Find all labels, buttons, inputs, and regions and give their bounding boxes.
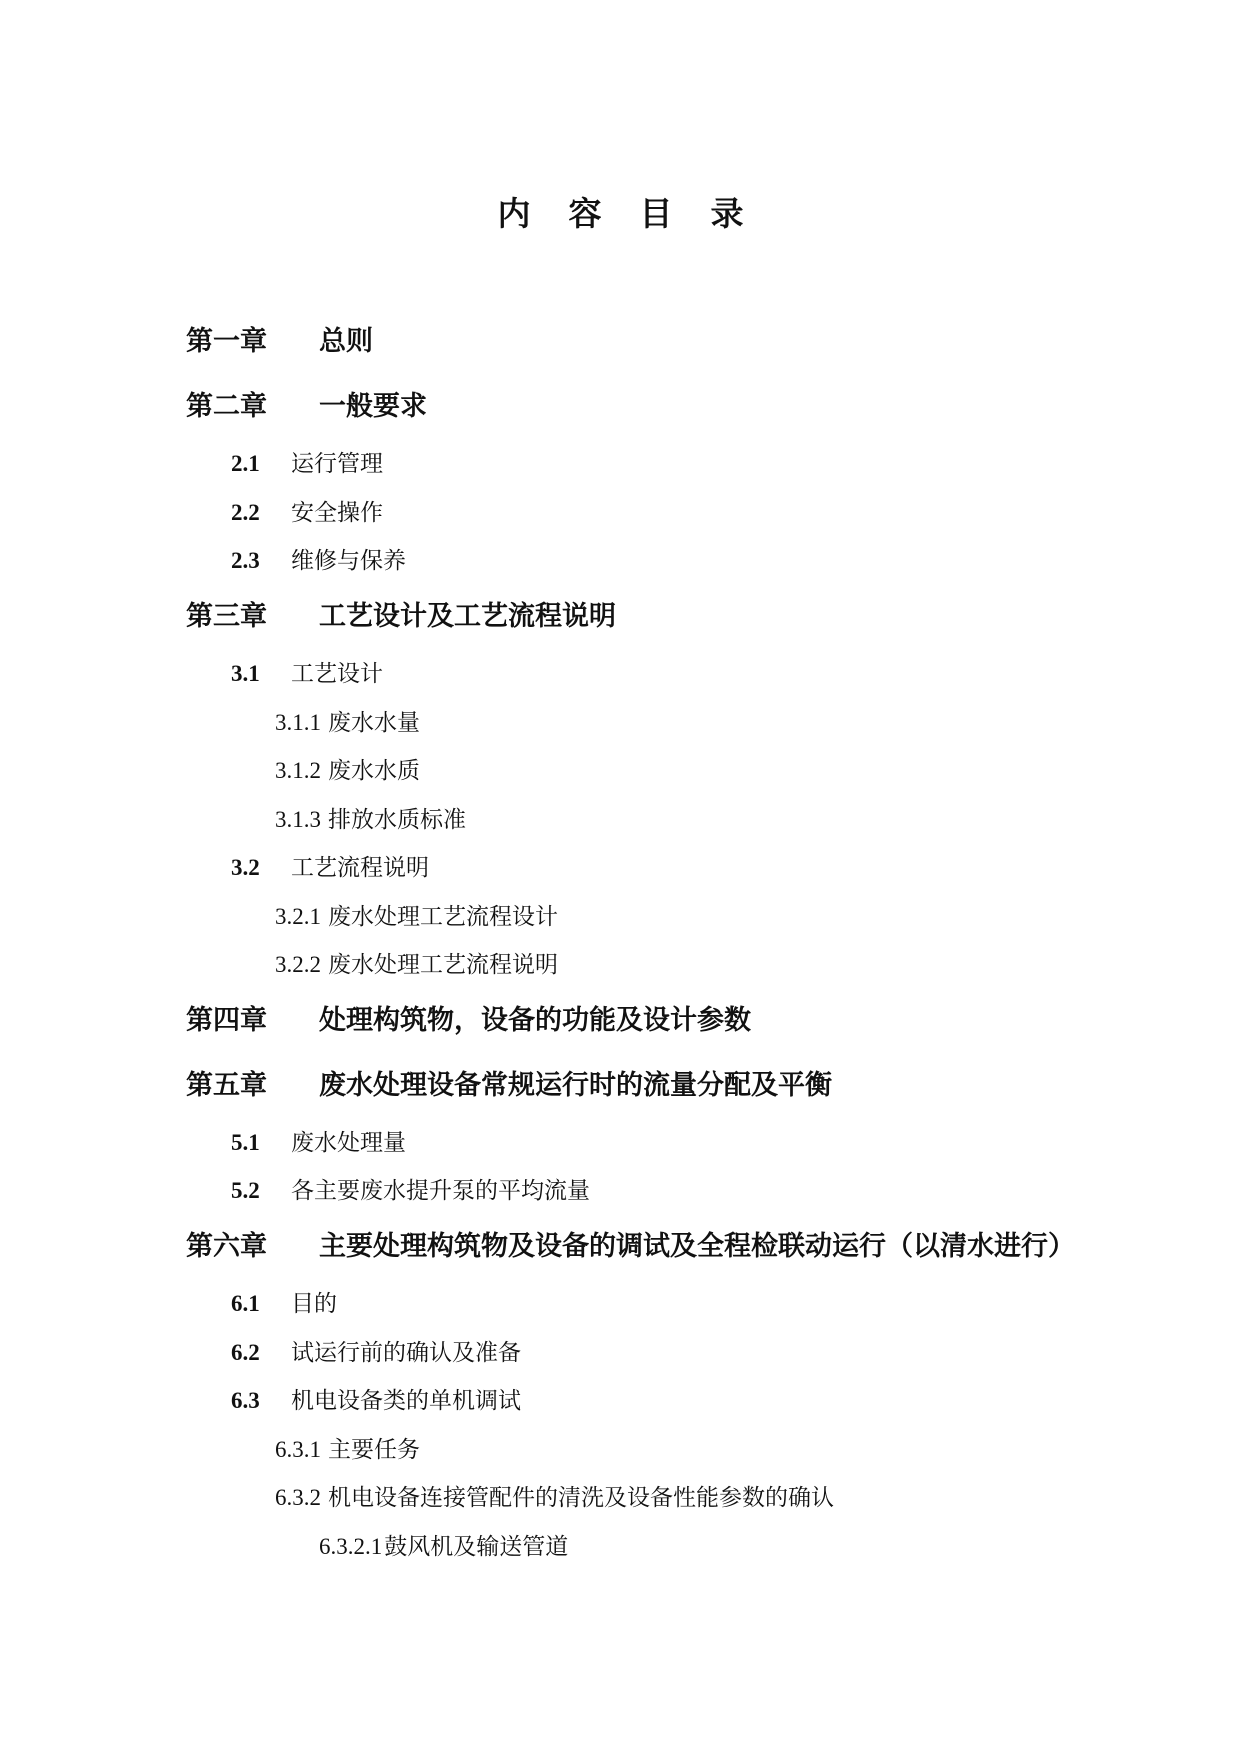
section-number: 2.2 [231,500,260,525]
section-number: 5.2 [231,1178,260,1203]
chapter-title: 处理构筑物，设备的功能及设计参数 [319,1005,751,1036]
section-title: 安全操作 [291,500,383,526]
section-number: 6.2 [231,1340,260,1365]
subsection-number: 3.1.3 [275,807,321,832]
toc-section-3-2[interactable] [231,852,429,884]
chapter-title: 工艺设计及工艺流程说明 [319,601,616,632]
subsection-title: 废水水质 [328,758,420,784]
section-number: 2.1 [231,451,260,476]
toc-section-6-2[interactable] [231,1337,521,1369]
toc-subsection-3-1-3[interactable] [275,804,466,836]
toc-subsection-3-2-1[interactable] [275,901,558,933]
section-title: 运行管理 [291,451,383,477]
toc-subsection-6-3-2[interactable] [275,1482,834,1514]
toc-chapter-1[interactable] [186,326,373,358]
section-number: 5.1 [231,1130,260,1155]
section-number: 6.1 [231,1291,260,1316]
chapter-title: 废水处理设备常规运行时的流量分配及平衡 [319,1070,832,1101]
chapter-number: 第二章 [186,391,267,422]
subsection-title: 废水处理工艺流程说明 [328,952,558,978]
section-title: 机电设备类的单机调试 [291,1388,521,1414]
toc-chapter-5[interactable] [186,1070,832,1102]
subsection-title: 废水处理工艺流程设计 [328,904,558,930]
section-title: 试运行前的确认及准备 [291,1340,521,1366]
toc-chapter-4[interactable] [186,1005,751,1037]
chapter-number: 第四章 [186,1005,267,1036]
chapter-title: 主要处理构筑物及设备的调试及全程检联动运行（以清水进行） [319,1231,1075,1262]
section-number: 6.3 [231,1388,260,1413]
chapter-number: 第六章 [186,1231,267,1262]
subsubsection-title: 鼓风机及输送管道 [384,1534,569,1560]
section-title: 目的 [291,1291,337,1317]
toc-section-6-1[interactable] [231,1288,337,1320]
toc-section-6-3[interactable] [231,1385,521,1417]
subsection-title: 机电设备连接管配件的清洗及设备性能参数的确认 [328,1485,834,1511]
chapter-number: 第一章 [186,326,267,357]
chapter-title: 一般要求 [319,391,427,422]
toc-chapter-6[interactable] [186,1231,1075,1263]
section-number: 3.1 [231,661,260,686]
subsection-title: 废水水量 [328,710,420,736]
subsection-number: 6.3.1 [275,1437,321,1462]
toc-section-2-1[interactable] [231,448,383,480]
section-number: 2.3 [231,548,260,573]
toc-section-2-2[interactable] [231,497,383,529]
section-title: 维修与保养 [291,548,406,574]
toc-subsection-6-3-1[interactable] [275,1434,420,1466]
section-title: 工艺流程说明 [291,855,429,881]
toc-subsection-3-2-2[interactable] [275,949,558,981]
chapter-number: 第五章 [186,1070,267,1101]
subsection-number: 3.2.1 [275,904,321,929]
toc-section-5-1[interactable] [231,1127,406,1159]
chapter-title: 总则 [319,326,373,357]
page-title: 内容目录 [497,194,782,233]
section-title: 废水处理量 [291,1130,406,1156]
subsection-title: 排放水质标准 [328,807,466,833]
section-title: 各主要废水提升泵的平均流量 [291,1178,590,1204]
toc-subsection-3-1-1[interactable] [275,707,420,739]
subsection-title: 主要任务 [328,1437,420,1463]
toc-subsubsection-6-3-2-1[interactable] [319,1531,568,1563]
subsection-number: 3.2.2 [275,952,321,977]
section-number: 3.2 [231,855,260,880]
subsection-number: 6.3.2 [275,1485,321,1510]
chapter-number: 第三章 [186,601,267,632]
toc-chapter-2[interactable] [186,391,427,423]
section-title: 工艺设计 [291,661,383,687]
toc-subsection-3-1-2[interactable] [275,755,420,787]
subsection-number: 3.1.2 [275,758,321,783]
subsection-number: 3.1.1 [275,710,321,735]
subsubsection-number: 6.3.2.1 [319,1534,383,1559]
toc-chapter-3[interactable] [186,601,616,633]
toc-section-3-1[interactable] [231,658,383,690]
toc-section-5-2[interactable] [231,1175,590,1207]
toc-section-2-3[interactable] [231,545,406,577]
